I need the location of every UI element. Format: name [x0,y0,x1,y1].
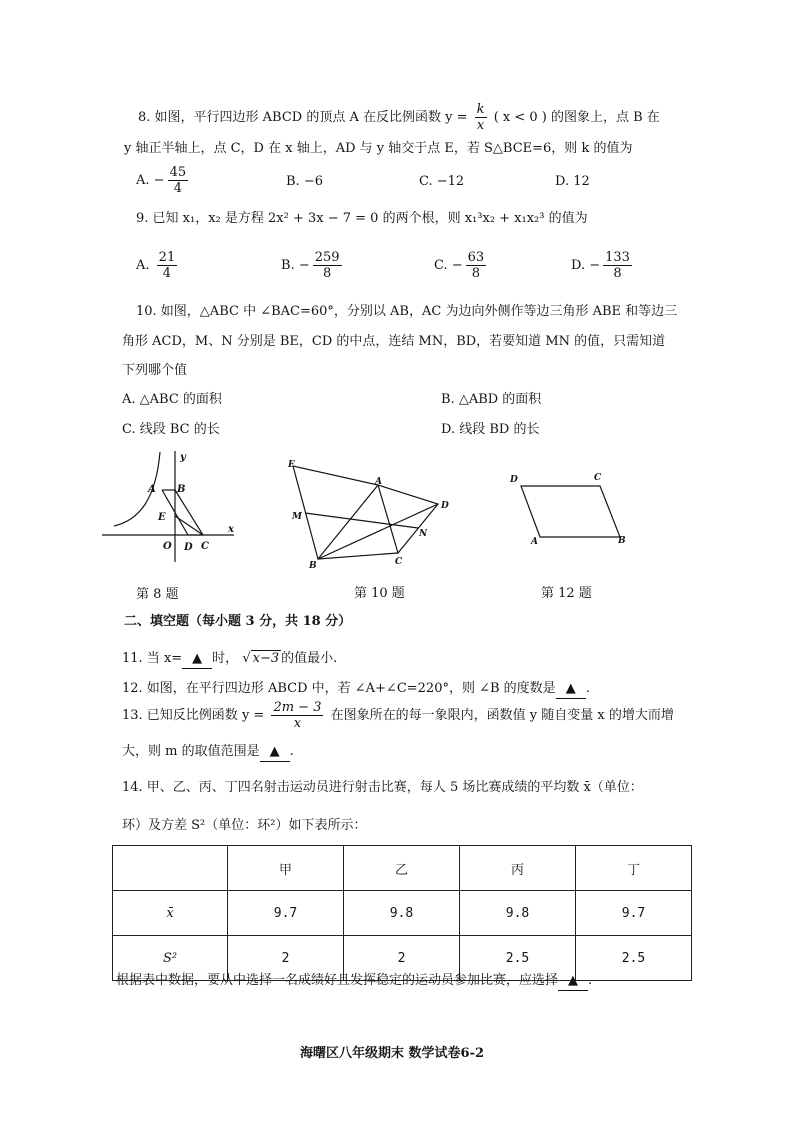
fig10-label-b: B [309,561,317,571]
q14-line2: 环）及方差 S²（单位：环²）如下表所示： [122,818,367,833]
table-cell: 2.5 [460,936,576,981]
table-header-row [113,846,692,891]
table-cell: 2 [344,936,460,981]
q11-answer-blank: ▲ [182,650,212,669]
q10-option-b: B. △ABD 的面积 [441,392,542,407]
q8-line1 [138,102,660,133]
table-cell: 2.5 [576,936,692,981]
q8-line2: y 轴正半轴上，点 C，D 在 x 轴上，AD 与 y 轴交于点 E，若 S△BCE=6，则 k 的值为 [124,141,633,156]
q10-option-c: C. 线段 BC 的长 [122,422,220,437]
fig10-label-m: M [292,512,302,522]
q13-answer-blank: ▲ [260,743,290,762]
table-row-label: x̄ [113,891,228,936]
table-row [113,891,692,936]
fig8-label-x: x [228,524,234,535]
table-cell: 9.8 [460,891,576,936]
q9-option-b: B. − $\frac{259}{8}$ [281,250,340,281]
fig10-label-c: C [395,557,403,567]
q11-radicand: x−3 [252,651,280,666]
q8-fraction: $\frac{k}{x}$ [476,102,485,133]
q13-line1: 13. 已知反比例函数 y = $\frac{2m - 3}{x}$ 在图象所在的每一象限内，函数值 y 随自变量 x 的增大而增 [122,700,674,731]
q13-fraction: $\frac{2m - 3}{x}$ [273,700,322,731]
fig12-parallelogram [521,486,620,537]
table-cell: 9.7 [228,891,344,936]
table-header-cell: 丁 [576,846,692,891]
table-cell: 2 [228,936,344,981]
fig8-ec [175,516,203,535]
fig12-label-d: D [510,475,518,485]
q8-option-a: A. − $\frac{45}{4}$ [136,165,187,196]
table-header-cell: 乙 [344,846,460,891]
q10-option-a: A. △ABC 的面积 [122,392,222,407]
figure-8 [100,448,240,563]
fig8-label-o: O [163,541,172,552]
fig8-label-d: D [184,542,193,553]
page-footer: 海曙区八年级期末 数学试卷6-2 [300,1046,485,1061]
fig10-label-a: A [375,477,382,487]
q10-line2: 角形 ACD，M、N 分别是 BE，CD 的中点，连结 MN，BD，若要知道 MN 的值，只需知道 [122,334,666,349]
q11: 11. 当 x= ▲ 时， √ x−3 的值最小. [122,650,337,669]
q13-line2: 大，则 m 的取值范围是 ▲ . [122,743,294,762]
q8-stem-post: ( x < 0 ) 的图象上，点 B 在 [493,110,660,125]
table-header-cell [113,846,228,891]
table-row-label: S² [113,936,228,981]
section-2-heading: 二、填空题（每小题 3 分，共 18 分） [124,614,352,629]
fig12-label-b: B [618,536,626,546]
q9-option-d: D. − $\frac{133}{8}$ [571,250,630,281]
q9-stem: 9. 已知 x₁，x₂ 是方程 2x² + 3x − 7 = 0 的两个根，则 x₁³x₂ + x₁x₂³ 的值为 [136,211,588,226]
fig10-label-n: N [419,529,428,539]
fig8-label-c: C [201,541,209,552]
figure-12-caption: 第 12 题 [541,586,592,601]
fig10-label-e: E [288,460,295,470]
q10-line3: 下列哪个值 [122,363,188,378]
fig12-label-a: A [531,537,538,547]
fig8-label-b: B [177,484,186,495]
q8-option-d: D. 12 [555,174,590,189]
q9-option-c: C. − $\frac{63}{8}$ [434,250,485,281]
q8-stem-pre: 8. 如图，平行四边形 ABCD 的顶点 A 在反比例函数 y = [138,110,468,125]
table-cell: 9.8 [344,891,460,936]
q12-answer-blank: ▲ [556,680,586,699]
fig10-triangle-acd [378,485,438,553]
q14-conclusion: 根据表中数据，要从中选择一名成绩好且发挥稳定的运动员参加比赛，应选择 ▲ . [116,972,592,991]
q8-option-c: C. −12 [419,174,465,189]
q12: 12. 如图，在平行四边形 ABCD 中，若 ∠A+∠C=220°，则 ∠B 的度数是 ▲ . [122,680,590,699]
fig8-bc [175,490,203,535]
fig8-label-a: A [148,484,156,495]
fig8-label-y: y [180,452,186,463]
q14-results-table [112,845,692,981]
table-header-cell: 丙 [460,846,576,891]
q8-option-b: B. −6 [286,174,323,189]
figure-10-caption: 第 10 题 [354,586,405,601]
figure-12 [505,466,630,548]
table-header-cell: 甲 [228,846,344,891]
figure-10 [283,456,453,574]
fig12-label-c: C [594,473,602,483]
q9-option-a: A. $\frac{21}{4}$ [136,250,176,281]
q14-answer-blank: ▲ [558,972,588,991]
q10-line1: 10. 如图，△ABC 中 ∠BAC=60°，分别以 AB，AC 为边向外侧作等边三角形 ABE 和等边三 [136,304,678,319]
table-cell: 9.7 [576,891,692,936]
q14-line1: 14. 甲、乙、丙、丁四名射击运动员进行射击比赛，每人 5 场比赛成绩的平均数 x̄（单位： [122,780,643,795]
fig8-label-e: E [158,512,166,523]
fig10-label-d: D [441,501,449,511]
q10-option-d: D. 线段 BD 的长 [441,422,540,437]
figure-8-caption: 第 8 题 [136,587,179,602]
